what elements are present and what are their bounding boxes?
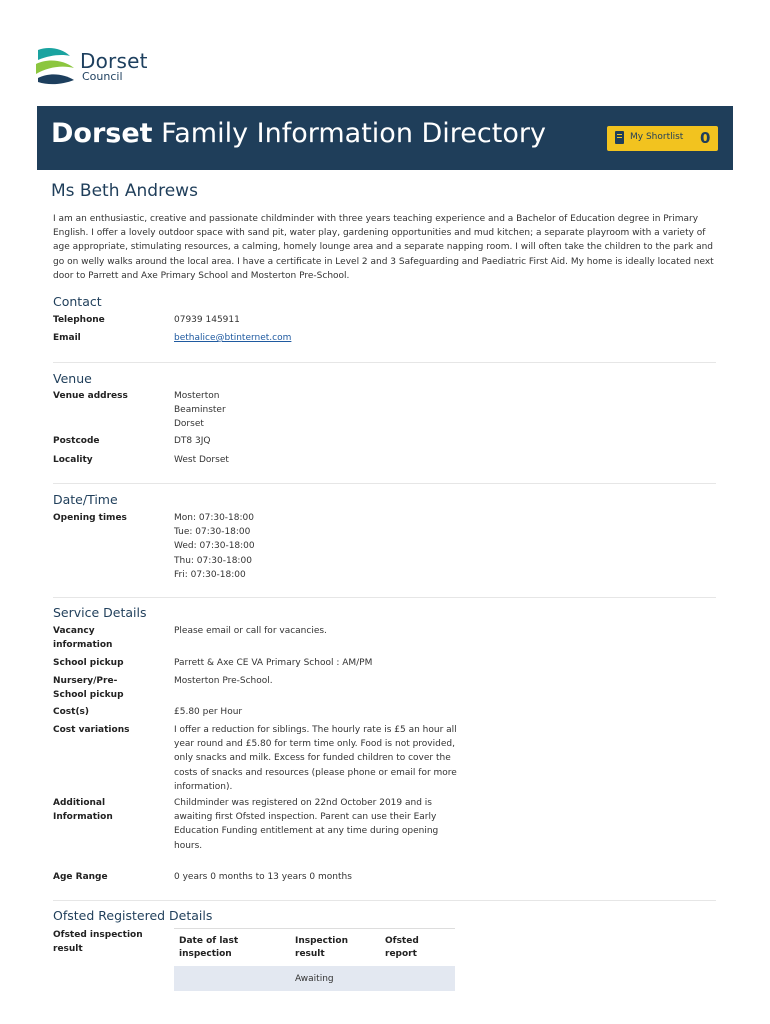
vacancy-value: Please email or call for vacancies. [174, 626, 327, 636]
venue-address-label: Venue address [53, 391, 128, 401]
nursery-pickup-label: Nursery/Pre- School pickup [53, 676, 124, 701]
datetime-heading: Date/Time [53, 492, 118, 507]
postcode-label: Postcode [53, 436, 100, 446]
my-shortlist-button[interactable] [607, 126, 718, 151]
dorset-council-logo-icon [36, 44, 76, 90]
shortlist-icon [615, 131, 624, 144]
additional-info-value: Childminder was registered on 22nd October 2019 and is awaiting first Ofsted inspection. Parent can use their Early Education Funding entitlement at any time during opening hours. [174, 798, 439, 851]
section-divider [53, 362, 716, 363]
header-banner [37, 106, 733, 170]
table-cell-date [174, 966, 290, 991]
logo-dorset-text: Dorset [80, 49, 148, 73]
vacancy-label: Vacancy information [53, 626, 113, 651]
site-title-rest: Family Information Directory [161, 118, 546, 149]
postcode-value: DT8 3JQ [174, 436, 211, 446]
cost-value: £5.80 per Hour [174, 707, 243, 717]
section-divider [53, 483, 716, 484]
cost-label: Cost(s) [53, 707, 90, 717]
ofsted-result-label: Ofsted inspection result [53, 930, 143, 955]
column-ofsted-report: Ofsted report [385, 936, 419, 959]
cost-variations-value: I offer a reduction for siblings. The hourly rate is £5 an hour all year round and £5.80 for term time only. Food is not provided, only snacks and milk. Excess for funded children to cover the costs of snacks and resources (please phone or email for more information). [174, 725, 457, 792]
table-row [174, 966, 455, 991]
email-link[interactable]: bethalice@btinternet.com [174, 333, 292, 343]
table-cell-report [380, 966, 455, 991]
additional-info-label: Additional Information [53, 798, 113, 823]
email-label: Email [53, 333, 81, 343]
age-range-label: Age Range [53, 872, 108, 882]
provider-name: Ms Beth Andrews [51, 181, 198, 201]
locality-value: West Dorset [174, 455, 229, 465]
site-title[interactable] [51, 118, 546, 149]
locality-label: Locality [53, 455, 93, 465]
logo-council-text: Council [82, 70, 123, 83]
age-range-value: 0 years 0 months to 13 years 0 months [174, 872, 352, 882]
nursery-pickup-value: Mosterton Pre-School. [174, 676, 273, 686]
column-inspection-result: Inspection result [295, 936, 348, 959]
shortlist-count: 0 [700, 129, 711, 147]
service-details-heading: Service Details [53, 605, 147, 620]
telephone-label: Telephone [53, 315, 105, 325]
table-cell-result: Awaiting [290, 966, 380, 991]
venue-heading: Venue [53, 371, 92, 386]
telephone-value: 07939 145911 [174, 315, 240, 325]
site-title-bold: Dorset [51, 118, 153, 149]
school-pickup-label: School pickup [53, 658, 124, 668]
school-pickup-value: Parrett & Axe CE VA Primary School : AM/PM [174, 658, 373, 668]
section-divider [53, 900, 716, 901]
shortlist-label: My Shortlist [630, 132, 684, 142]
column-date-last-inspection: Date of last inspection [179, 936, 239, 959]
venue-address-value: Mosterton Beaminster Dorset [174, 391, 226, 430]
section-divider [53, 597, 716, 598]
ofsted-table [174, 928, 455, 991]
provider-description: I am an enthusiastic, creative and passionate childminder with three years teaching experience and a Bachelor of Education degree in Primary English. I offer a lovely outdoor space with sand pit, water play, gardening opportunities and mud kitchen; a separate playroom with a variety of age appropriate, stimulating resources, a calming, homely lounge area and a separate napping room. I will often take the children to the park and go on welly walks around the local area. I have a certificate in Level 2 and 3 Safeguarding and Paediatric First Aid. My home is ideally located next door to Parrett and Axe Primary School and Mosterton Pre-School. [53, 214, 714, 281]
opening-times-label: Opening times [53, 513, 127, 523]
ofsted-heading: Ofsted Registered Details [53, 908, 213, 923]
opening-times-value: Mon: 07:30-18:00 Tue: 07:30-18:00 Wed: 07:30-18:00 Thu: 07:30-18:00 Fri: 07:30-18:00 [174, 513, 255, 580]
cost-variations-label: Cost variations [53, 725, 130, 735]
contact-heading: Contact [53, 294, 102, 309]
